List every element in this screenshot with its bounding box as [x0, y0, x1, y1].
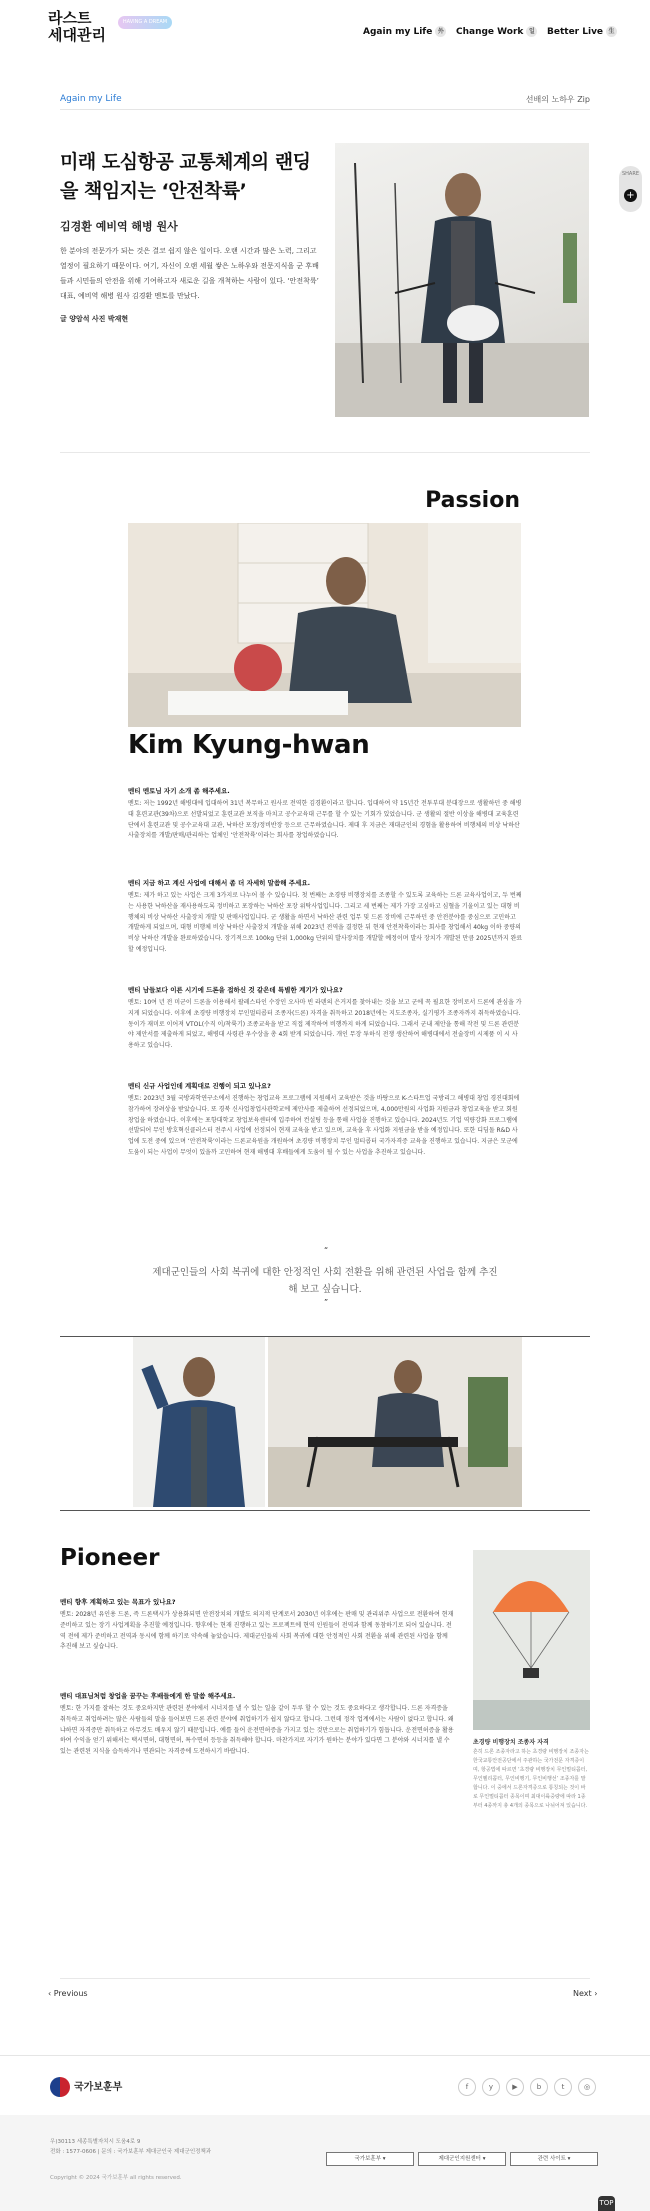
qa-question: 멘티 멘토님 자기 소개 좀 해주세요.	[128, 787, 230, 795]
parachute-illustration	[473, 1550, 590, 1730]
article-subtitle: 김경환 예비역 해병 원사	[60, 220, 178, 233]
qa-answer: 멘토: 제가 하고 있는 사업은 크게 3가지로 나누어 볼 수 있습니다. 첫 번째는 초경량 비행장치를 조종할 수 있도록 교육하는 드론 교육사업이고, 두 번째는 사용한 낙하산을 재사용하도록 정비하고 포장하는 낙하산 포장 위탁사업입니다. 그리고 세 번째는 제가 가장 고심하고 심혈을 기울이고 있는 대형 비행체의 비상 낙하산 사출장치 개발 및 판매사업입니다. 군 생활을 하면서 낙하산 관련 업무 및 드론 장비에 근무하던 중 안전분야를 중심으로 고민하고 개발하게 되었으며, 대형 비행체 비상 낙하산 사출장치 개발을 위해 2023년 전역을 결정한 뒤 현재 안전착륙이라는 회사를 창업해서 40kg 이하 중량의 비상 낙하산 개발을 완료하였습니다. 장기적으로 100kg 단위 1,000kg 단위의 발사장치를 개발할 예정이며 발사 장치가 개발된 만큼 2025년까지 완료할 예정입니다.	[128, 892, 523, 953]
qa-question: 멘티 지금 하고 계신 사업에 대해서 좀 더 자세히 말씀해 주세요.	[128, 879, 311, 887]
share-label: SHARE	[622, 171, 639, 177]
nav-better-live[interactable]: Better Live 生	[547, 26, 617, 37]
footer-org-logo[interactable]: 국가보훈부	[50, 2077, 122, 2097]
section-bar	[60, 90, 590, 110]
qa-block	[128, 1081, 523, 1159]
qa-block	[128, 786, 523, 842]
section-divider	[60, 452, 590, 453]
nav-again-my-life[interactable]: Again my Life 外	[363, 26, 446, 37]
article-lead: 한 분야의 전문가가 되는 것은 결코 쉽지 않은 일이다. 오랜 시간과 많은 노력, 그리고 열정이 필요하기 때문이다. 여기, 자신이 오랜 세월 쌓은 노하우와 전문지식을 군 후배들과 시민들의 안전을 위해 기여하고자 새로운 길을 개척하는 사람이 있다. ‘안전착륙’ 대표, 예비역 해병 원사 김경환 멘토를 만났다.	[60, 247, 319, 300]
qa-question: 멘티 남들보다 이른 시기에 드론을 접하신 것 같은데 특별한 계기가 있나요?	[128, 986, 343, 994]
photo-caption-title: 초경량 비행장치 조종자 자격	[473, 1739, 549, 1746]
footer-divider	[0, 2055, 650, 2056]
tagline-badge: HAVING A DREAM MAGAZINE	[118, 16, 172, 29]
interview-photo	[128, 523, 521, 727]
hero-photo	[335, 143, 589, 417]
nav-badge: 外	[435, 26, 446, 37]
standing-illustration	[133, 1337, 265, 1507]
pull-quote: 제대군인들의 사회 복귀에 대한 안정적인 사회 전환을 위해 관련된 사업을 함께 추진해 보고 싶습니다.	[152, 1267, 498, 1295]
qa-question: 멘티 대표님처럼 창업을 꿈꾸는 후배들에게 한 말씀 해주세요.	[60, 1692, 236, 1700]
portrait-drone-illustration	[335, 143, 589, 417]
qa-question: 멘티 신규 사업인데 계획대로 진행이 되고 있나요?	[128, 1082, 271, 1090]
article-title: 미래 도심항공 교통체계의 랜딩을 책임지는 ‘안전착륙’	[60, 151, 311, 202]
share-widget[interactable]	[619, 166, 642, 212]
qa-block	[128, 985, 523, 1052]
drone-work-photo	[268, 1337, 522, 1507]
footer-site-select[interactable]: 국가보훈부 ▾	[326, 2152, 414, 2166]
qa-answer: 멘토: 2028년 유인용 드론, 즉 드론택시가 상용화되면 안전장치의 개발도 의지적 단계로서 2030년 이후에는 판매 및 관리위주 사업으로 전환하여 현재 준비하고 있는 장기 사업계획을 추진할 예정입니다. 향후에는 현재 진행하고 있는 프로젝트에 현역 인원들이 전역과 함께 동참하기로 되어 있습니다. 전역 전에 제가 준비하고 전역과 동시에 함께 하기로 약속해 놓았습니다. 제대군인들의 사회 복귀에 대한 안정적인 사회 전환을 위해 관련된 사업을 함께 추진해 보고 싶습니다.	[60, 1611, 454, 1651]
series-title: 선배의 노하우 Zip	[525, 95, 590, 104]
copyright: Copyright © 2024 국가보훈부 all rights reserved.	[50, 2175, 182, 2181]
qa-answer: 멘토: 한 가지를 잘하는 것도 중요하지만 관련된 분야에서 시너지를 낼 수 있는 일을 같이 두루 할 수 있는 것도 중요하다고 생각합니다. 드론 자격증을 취득하고 취업하려는 많은 사람들의 말을 들어보면 드론 관련 분야에 취업하기가 쉽지 않다고 합니다. 그런데 정작 업계에서는 사람이 없다고 합니다. 왜냐하면 자격증만 취득하고 아무것도 배우지 않기 때문입니다. 예를 들어 운전면허증을 가지고 있는 것만으로는 취업하기가 힘듭니다. 운전면허증을 활용하여 수익을 얻기 위해서는 택시면허, 대형면허, 특수면허 등등을 취득해야 합니다. 마찬가지로 자기가 원하는 분야가 있다면 그 분야와 시너지를 낼 수 있는 관련된 지식을 습득하거나 면관되는 자격증에 도전하시기 바랍니다.	[60, 1705, 454, 1756]
scroll-top-button[interactable]: TOP	[598, 2196, 615, 2211]
taegeuk-icon	[50, 2077, 70, 2097]
qa-block	[60, 1691, 455, 1758]
qa-answer: 멘토: 10여 년 전 미군이 드론을 이용해서 팔레스타인 수장인 오사마 빈 라덴의 은거지를 찾아내는 것을 보고 군에 꼭 필요한 장비로서 드론에 관심을 가지게 되었습니다. 이후에 초경량 비행장치 무인멀티콥터 조종자(드론) 자격을 취득하고 2018년에는 지도조종자, 실기평가 조종자까지 취득하였습니다. 동이가 재미로 이어져 VTOL(수직 이/착륙기) 조종교육을 받고 직접 제작하여 비행까지 하게 되었습니다. 그래서 군내 제안을 통해 작전 및 드론 관련분야 제안서를 제출하게 되었고, 해병대 사령관 우수상을 총 4회 받게 되었습니다. 개인 무장 투하식 전쟁 생산하여 해병대에서 전술장비 시제품 이 시 사용하고 있습니다.	[128, 999, 522, 1050]
plus-icon[interactable]: +	[624, 189, 637, 202]
qa-answer: 멘토: 2023년 3월 국방과학연구소에서 진행하는 창업교육 프로그램에 지원해서 교육받은 것을 바탕으로 K-스타트업 국방리그 해병대 창업 경진대회에 참가하여 장려상을 받았습니다. 또 경북 신사업창업사관학교에 제안사를 제출하여 선정되었으며, 4,000만원의 사업화 지원금과 창업교육을 받고 회원 창업을 하였습니다. 이후에는 포항대학교 창업보육센터에 입주하여 컨설팅 등을 통해 사업을 진행하고 있습니다. 2024년도 기업 역량강화 프로그램에 선발되어 무인 방호혁신클러스터 전주시 사업에 선정되어 현재 교육을 받고 있으며, 교육을 후 사업화 지원금을 받을 예정입니다. 또한 디딤돌 R&D 사업에 도전 중에 있으며 ‘안전착륙’이라는 드론교육원을 개원하여 초경량 비행장치 무인 멀티콥터 국가자격증 교육을 진행하고 있습니다. 지금은 모군에 도움이 되는 사업이 무엇이 있을까 고민하여 현재 해병대 후배들에게 도움이 될 수 있는 사업을 추진하고 있습니다.	[128, 1095, 520, 1156]
qa-block	[128, 878, 523, 956]
passion-heading: Passion	[425, 488, 520, 513]
twitter-icon[interactable]: y	[482, 2078, 500, 2096]
nav-badge: 生	[606, 26, 617, 37]
nav-badge: 일	[526, 26, 537, 37]
parachute-photo	[473, 1550, 590, 1730]
photo-row-bottom-line	[60, 1510, 590, 1511]
standing-photo	[133, 1337, 265, 1507]
qa-answer: 멘토: 저는 1992년 해병대에 입대하여 31년 복무하고 원사로 전역한 김경환이라고 합니다. 입대하여 약 15년간 전투부대 분대장으로 생활하던 중 해병대 훈련교관(39차)으로 선발되었고 훈련교관 보직을 마치고 공수교육대 근무를 할 수 있는 기회가 있었습니다. 군 생활의 절반 이상을 해병대 교육훈련단에서 훈련교관 및 공수교육대 교관, 낙하산 포장/정비반장 등으로 근무하였습니다. 제대 후 지금은 재대군인의 경험을 활용하여 비행체의 비상 낙하산 사출장치를 개발/판매/관리하는 업체인 ‘안전착륙’이라는 회사를 창업하였습니다.	[128, 800, 522, 840]
facebook-icon[interactable]: f	[458, 2078, 476, 2096]
interviewee-name: Kim Kyung-hwan	[128, 730, 370, 760]
site-logo[interactable]: 라스트 세대관리	[48, 9, 106, 44]
qa-question: 멘티 향후 계획하고 있는 목표가 있나요?	[60, 1598, 176, 1606]
pioneer-heading: Pioneer	[60, 1545, 160, 1571]
qa-block	[60, 1597, 455, 1653]
photo-caption-text: 흔히 드론 조종자라고 하는 초경량 비행장치 조종자는 한국교통안전공단에서 주관하는 국가전문 자격증이며, 항공법에 따르면 ‘초경량 비행장치 무인멀티콥터, 무인헬리콥터, 무인비행기, 무인비행선’ 조종자를 말합니다. 이 중에서 드론자격증으로 통칭되는 것이 바로 무인멀티콥터 종목이며 최대이륙중량에 따라 1종부터 4종까지 총 4개의 종목으로 나뉘어져 있습니다.	[473, 1749, 589, 1809]
youtube-icon[interactable]: ▶	[506, 2078, 524, 2096]
pager-divider	[60, 1978, 590, 1979]
chevron-left-icon: ‹	[48, 1989, 52, 1998]
drone-work-illustration	[268, 1337, 522, 1507]
instagram-icon[interactable]: ◎	[578, 2078, 596, 2096]
interview-illustration	[128, 523, 521, 727]
article-credit: 글 양암석 사진 박재현	[60, 315, 129, 323]
footer-address: 우)30113 세종특별자치시 도움4로 9 전화 : 1577-0606 | 문의 : 국가보훈부 제대군인국 제대군인정책과	[50, 2139, 212, 2155]
footer-site-select[interactable]: 관련 사이트 ▾	[510, 2152, 598, 2166]
blog-icon[interactable]: b	[530, 2078, 548, 2096]
section-link[interactable]: Again my Life	[60, 94, 122, 104]
quote-open-mark: “	[324, 1246, 329, 1255]
tiktok-icon[interactable]: t	[554, 2078, 572, 2096]
site-header	[0, 0, 650, 62]
quote-close-mark: ”	[324, 1298, 329, 1307]
previous-link[interactable]: ‹ Previous	[48, 1989, 88, 1998]
nav-change-work[interactable]: Change Work 일	[456, 26, 537, 37]
next-link[interactable]: Next ›	[573, 1989, 598, 1998]
footer-site-select[interactable]: 제대군인지원센터 ▾	[418, 2152, 506, 2166]
chevron-right-icon: ›	[594, 1989, 598, 1998]
